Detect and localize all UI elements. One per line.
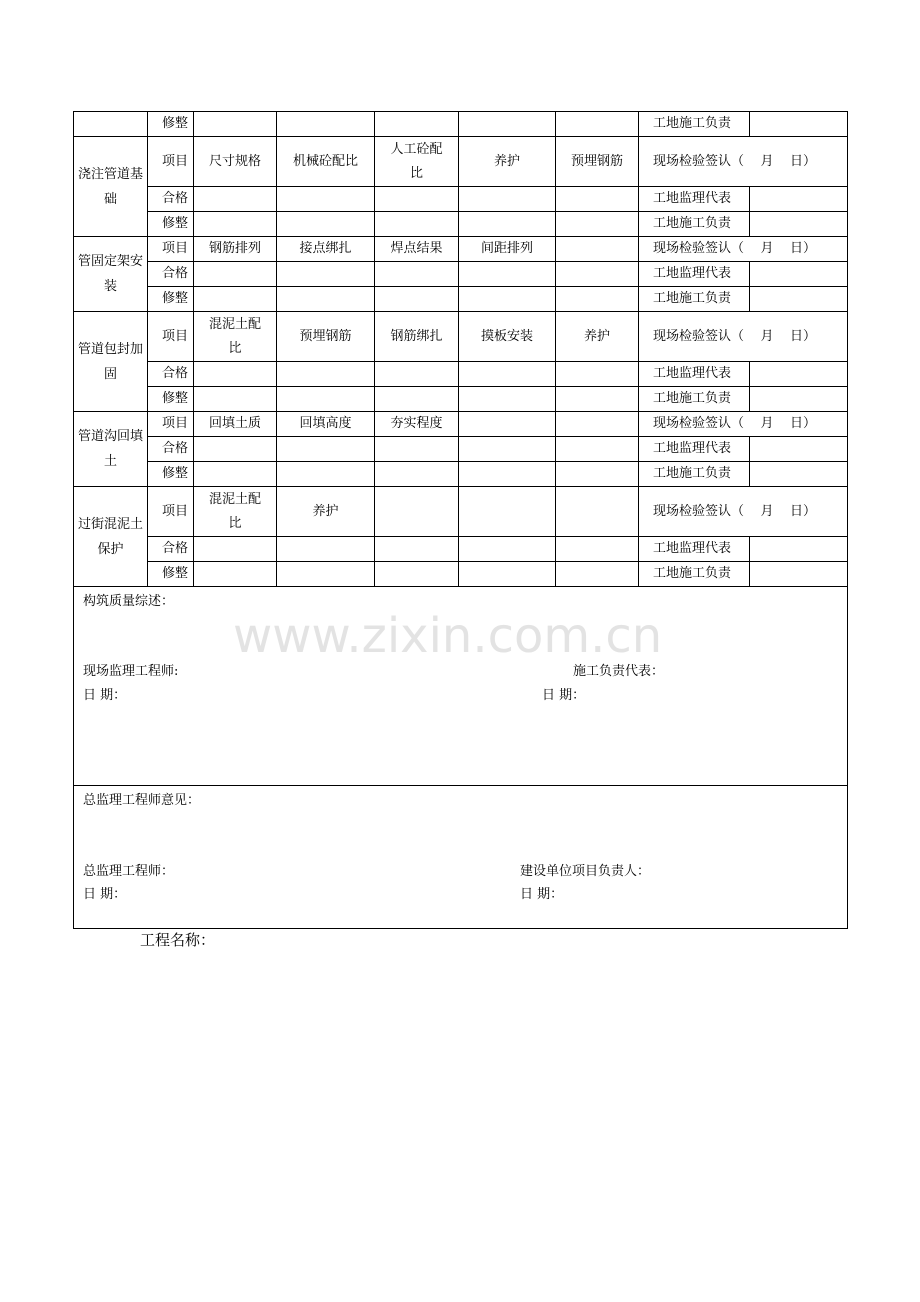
owner-rep-label: 建设单位项目负责人： — [520, 864, 651, 879]
item-cell — [556, 562, 639, 587]
item-cell — [194, 387, 277, 412]
section-name — [74, 112, 148, 137]
signature-label: 工地施工负责 — [639, 462, 750, 487]
table-row — [74, 362, 848, 387]
item-cell — [556, 437, 639, 462]
item-cell — [375, 562, 459, 587]
item-cell — [375, 537, 459, 562]
table-row — [74, 462, 848, 487]
item-cell — [556, 462, 639, 487]
section-name: 管道沟回填土 — [74, 412, 148, 487]
row-label: 项目 — [148, 412, 194, 437]
signature-label: 工地施工负责 — [639, 562, 750, 587]
item-cell: 回填土质 — [194, 412, 277, 437]
item-cell — [459, 112, 556, 137]
item-cell — [375, 437, 459, 462]
chief-opinion-box — [74, 786, 848, 929]
signature-label: 现场检验签认（ 月 日） — [639, 412, 848, 437]
section-name: 浇注管道基础 — [74, 137, 148, 237]
signature-field[interactable] — [750, 462, 848, 487]
row-label: 项目 — [148, 487, 194, 537]
item-cell: 摸板安装 — [459, 312, 556, 362]
item-cell — [459, 562, 556, 587]
quality-summary-box — [74, 587, 848, 786]
item-cell — [459, 462, 556, 487]
table-row — [74, 137, 848, 187]
item-cell — [459, 437, 556, 462]
item-cell — [194, 362, 277, 387]
table-row — [74, 487, 848, 537]
item-cell: 焊点结果 — [375, 237, 459, 262]
item-cell — [194, 287, 277, 312]
row-label: 修整 — [148, 287, 194, 312]
item-cell: 夯实程度 — [375, 412, 459, 437]
signature-field[interactable] — [750, 537, 848, 562]
item-cell: 人工砼配比 — [375, 137, 459, 187]
signature-field[interactable] — [750, 387, 848, 412]
row-label: 修整 — [148, 112, 194, 137]
item-cell: 养护 — [556, 312, 639, 362]
item-cell — [375, 187, 459, 212]
item-cell — [459, 362, 556, 387]
item-cell — [556, 287, 639, 312]
item-cell: 混泥土配比 — [194, 312, 277, 362]
item-cell — [194, 112, 277, 137]
item-cell: 机械砼配比 — [277, 137, 375, 187]
item-cell — [277, 537, 375, 562]
chief-opinion-heading: 总监理工程师意见： — [83, 793, 201, 808]
item-cell: 预埋钢筋 — [277, 312, 375, 362]
signature-label: 现场检验签认（ 月 日） — [639, 487, 848, 537]
item-cell: 养护 — [459, 137, 556, 187]
table-row — [74, 312, 848, 362]
item-cell: 养护 — [277, 487, 375, 537]
signature-field[interactable] — [750, 287, 848, 312]
item-cell — [459, 387, 556, 412]
signature-field[interactable] — [750, 212, 848, 237]
item-cell — [459, 262, 556, 287]
item-cell — [375, 262, 459, 287]
section-name: 过街混泥土保护 — [74, 487, 148, 587]
signature-field[interactable] — [750, 112, 848, 137]
signature-label: 工地施工负责 — [639, 387, 750, 412]
signature-label: 工地监理代表 — [639, 262, 750, 287]
item-cell — [375, 487, 459, 537]
quality-summary-heading: 构筑质量综述： — [83, 594, 175, 609]
signature-label: 工地监理代表 — [639, 362, 750, 387]
signature-label: 工地监理代表 — [639, 437, 750, 462]
table-row — [74, 212, 848, 237]
row-label: 合格 — [148, 537, 194, 562]
inspection-form-table — [73, 111, 848, 929]
section-name: 管道包封加固 — [74, 312, 148, 412]
table-row — [74, 437, 848, 462]
row-label: 修整 — [148, 462, 194, 487]
project-name-label: 工程名称： — [140, 931, 216, 949]
item-cell — [277, 562, 375, 587]
item-cell — [194, 437, 277, 462]
item-cell — [375, 387, 459, 412]
signature-field[interactable] — [750, 562, 848, 587]
item-cell — [459, 537, 556, 562]
signature-field[interactable] — [750, 187, 848, 212]
signature-label: 现场检验签认（ 月 日） — [639, 312, 848, 362]
item-cell — [556, 237, 639, 262]
signature-label: 工地施工负责 — [639, 212, 750, 237]
row-label: 项目 — [148, 137, 194, 187]
quality-date-left: 日 期： — [83, 688, 127, 703]
site-engineer-label: 现场监理工程师: — [83, 664, 179, 679]
item-cell — [556, 187, 639, 212]
item-cell — [194, 212, 277, 237]
item-cell — [375, 362, 459, 387]
item-cell — [459, 487, 556, 537]
signature-label: 现场检验签认（ 月 日） — [639, 137, 848, 187]
item-cell — [375, 287, 459, 312]
item-cell — [277, 187, 375, 212]
item-cell — [277, 387, 375, 412]
row-label: 修整 — [148, 387, 194, 412]
item-cell: 间距排列 — [459, 237, 556, 262]
table-row — [74, 562, 848, 587]
item-cell — [459, 287, 556, 312]
row-label: 项目 — [148, 312, 194, 362]
signature-field[interactable] — [750, 262, 848, 287]
row-label: 合格 — [148, 362, 194, 387]
item-cell: 混泥土配比 — [194, 487, 277, 537]
quality-date-right: 日 期： — [542, 688, 586, 703]
item-cell — [556, 112, 639, 137]
item-cell — [277, 462, 375, 487]
table-row — [74, 237, 848, 262]
chief-date-left: 日 期： — [83, 887, 127, 902]
table-row — [74, 412, 848, 437]
item-cell — [194, 537, 277, 562]
item-cell — [194, 262, 277, 287]
item-cell — [556, 387, 639, 412]
signature-field[interactable] — [750, 362, 848, 387]
table-row — [74, 287, 848, 312]
item-cell — [277, 437, 375, 462]
item-cell — [556, 212, 639, 237]
row-label: 合格 — [148, 187, 194, 212]
signature-label: 工地监理代表 — [639, 537, 750, 562]
watermark: www.zixin.com.cn — [233, 608, 663, 664]
item-cell — [277, 212, 375, 237]
item-cell — [375, 212, 459, 237]
item-cell: 钢筋绑扎 — [375, 312, 459, 362]
item-cell — [556, 362, 639, 387]
table-row — [74, 112, 848, 137]
item-cell — [556, 262, 639, 287]
item-cell — [194, 187, 277, 212]
section-name: 管固定架安装 — [74, 237, 148, 312]
item-cell — [277, 262, 375, 287]
row-label: 合格 — [148, 262, 194, 287]
table-row — [74, 262, 848, 287]
signature-label: 工地施工负责 — [639, 287, 750, 312]
row-label: 合格 — [148, 437, 194, 462]
row-label: 修整 — [148, 562, 194, 587]
signature-label: 工地施工负责 — [639, 112, 750, 137]
item-cell — [194, 562, 277, 587]
signature-field[interactable] — [750, 437, 848, 462]
row-label: 修整 — [148, 212, 194, 237]
item-cell: 钢筋排列 — [194, 237, 277, 262]
item-cell — [459, 412, 556, 437]
item-cell — [277, 362, 375, 387]
chief-date-right: 日 期： — [520, 887, 564, 902]
chief-engineer-label: 总监理工程师： — [83, 864, 175, 879]
item-cell — [459, 187, 556, 212]
item-cell — [459, 212, 556, 237]
item-cell — [375, 462, 459, 487]
table-row — [74, 387, 848, 412]
item-cell: 回填高度 — [277, 412, 375, 437]
item-cell — [277, 112, 375, 137]
item-cell — [277, 287, 375, 312]
item-cell — [556, 487, 639, 537]
signature-label: 工地监理代表 — [639, 187, 750, 212]
item-cell — [556, 412, 639, 437]
table-row — [74, 537, 848, 562]
item-cell — [375, 112, 459, 137]
item-cell: 尺寸规格 — [194, 137, 277, 187]
signature-label: 现场检验签认（ 月 日） — [639, 237, 848, 262]
construction-rep-label: 施工负责代表： — [573, 664, 665, 679]
item-cell — [194, 462, 277, 487]
item-cell — [556, 537, 639, 562]
row-label: 项目 — [148, 237, 194, 262]
item-cell: 接点绑扎 — [277, 237, 375, 262]
item-cell: 预埋钢筋 — [556, 137, 639, 187]
table-row — [74, 187, 848, 212]
